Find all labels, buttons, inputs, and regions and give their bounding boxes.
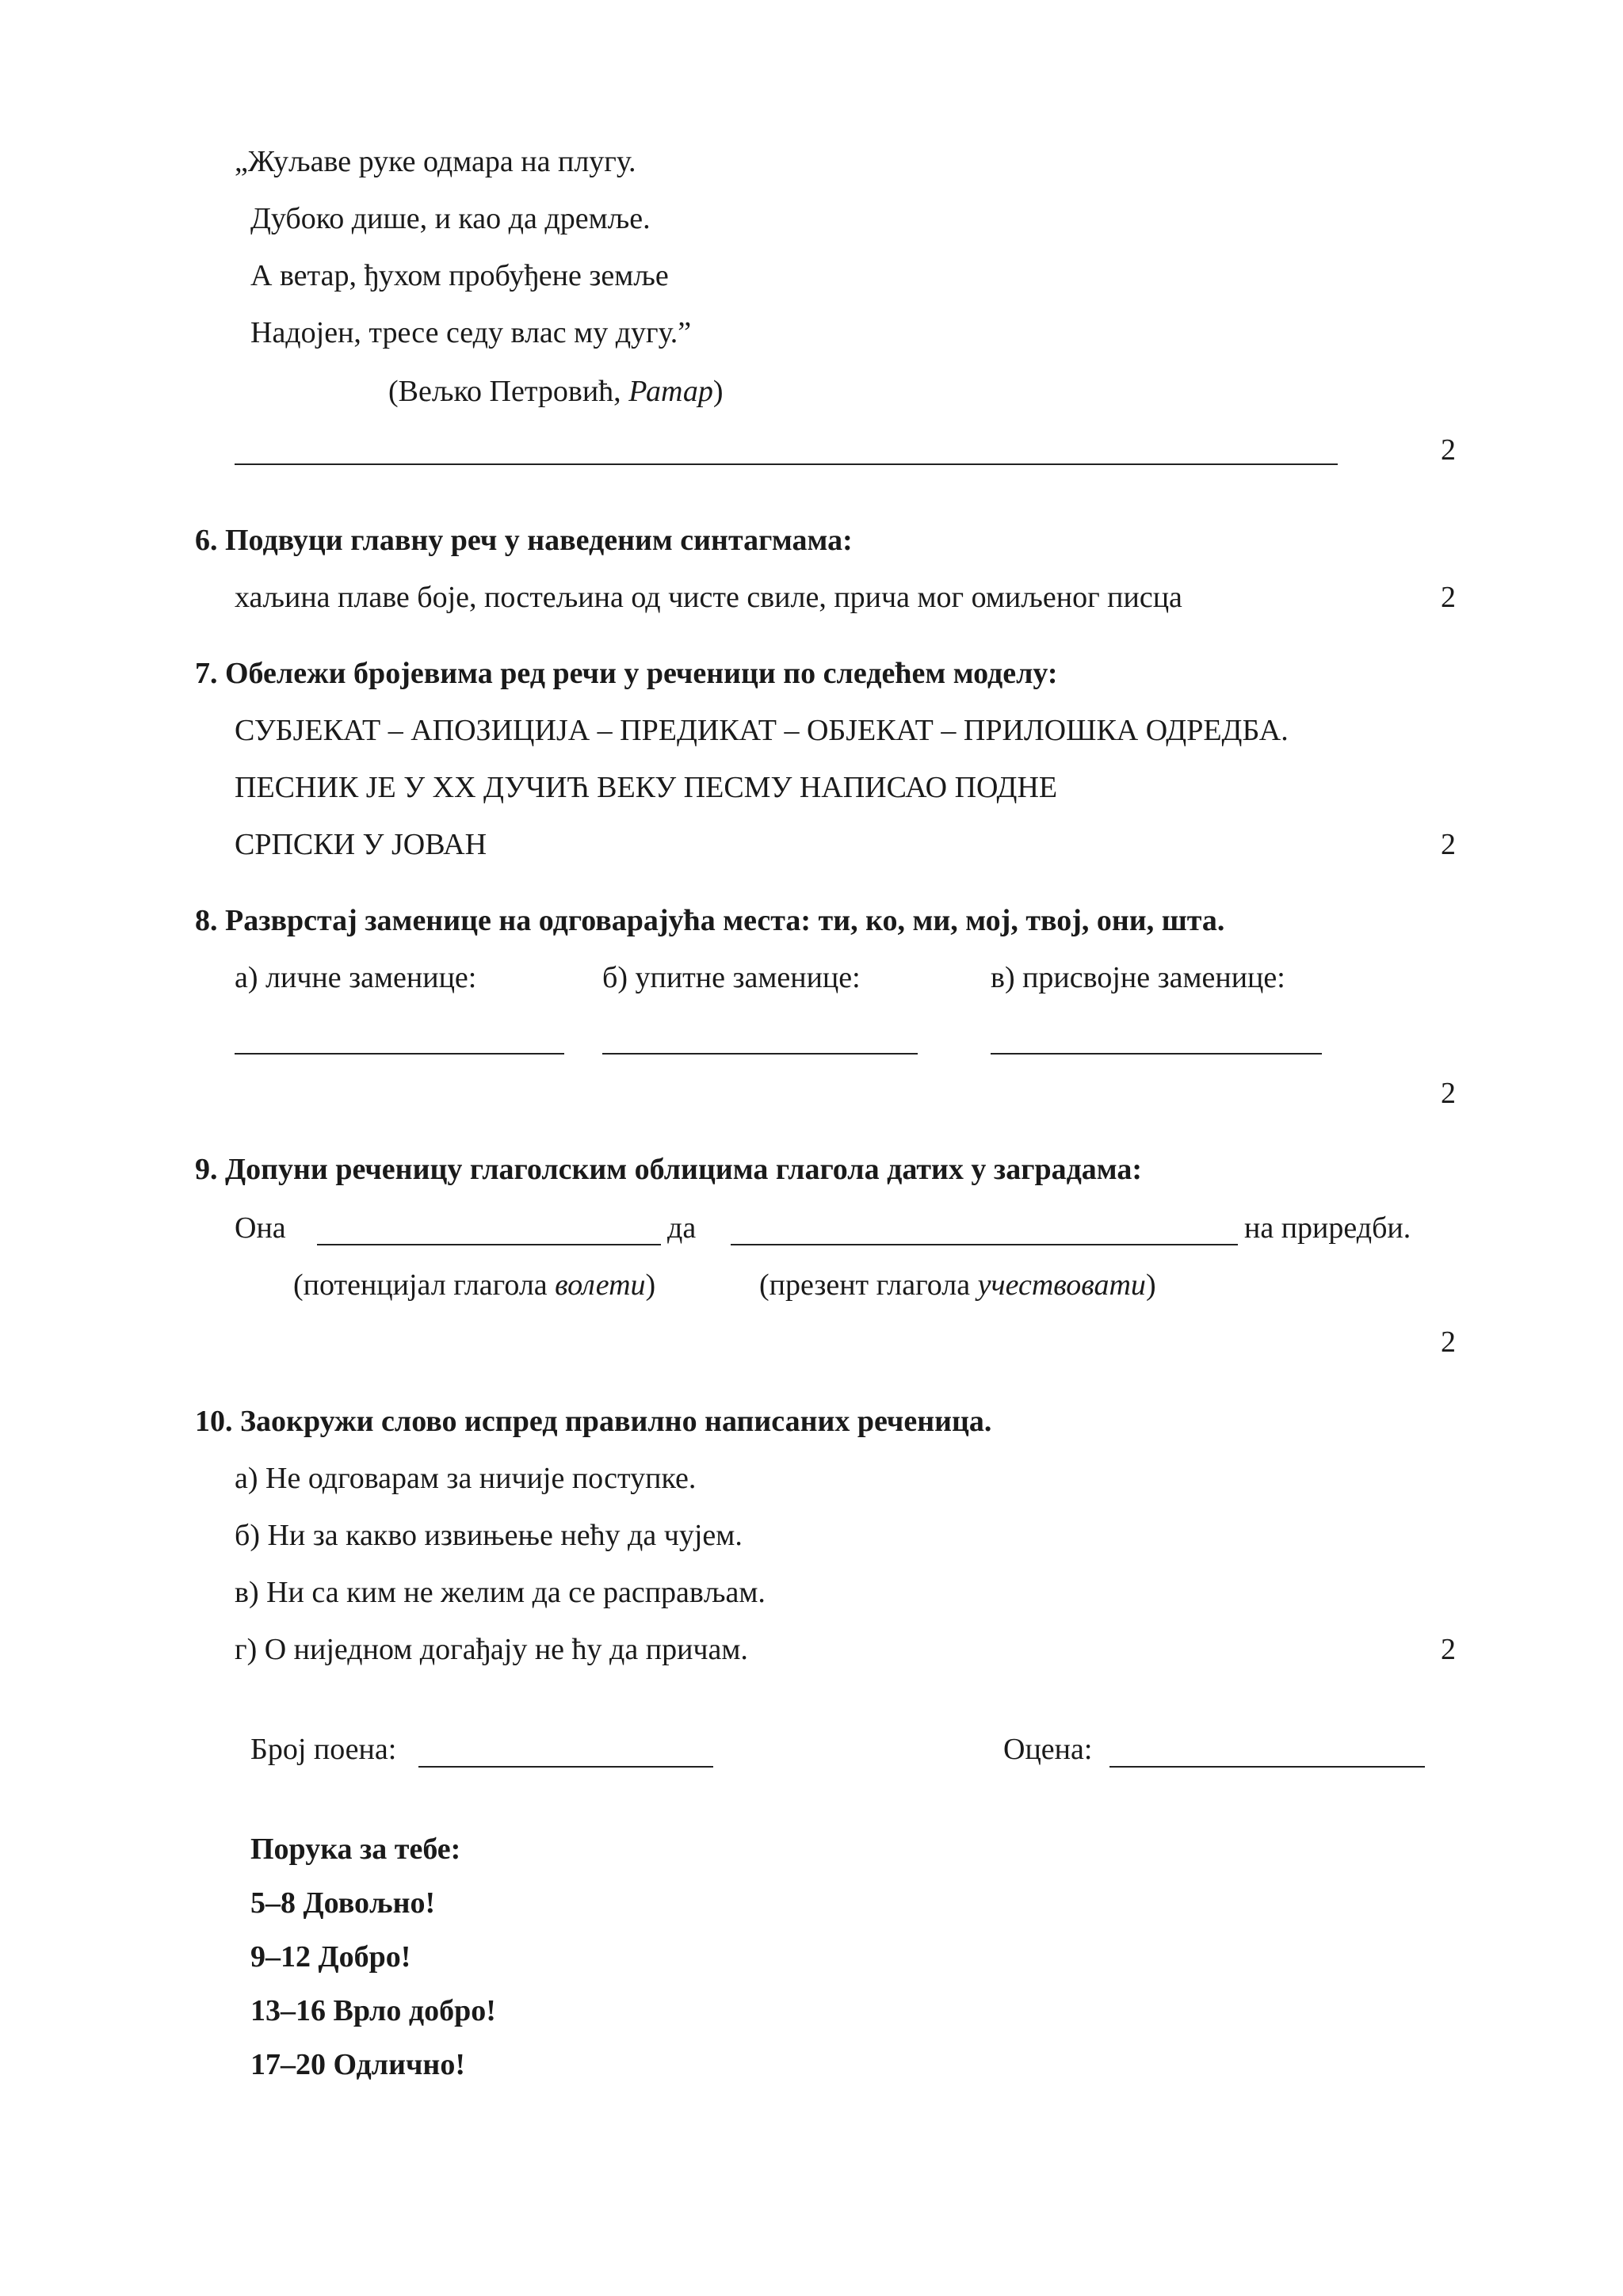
answer-line[interactable] <box>235 463 1338 465</box>
message-title: Порука за тебе: <box>250 1833 461 1866</box>
poem-line: „Жуљаве руке одмара на плугу. <box>235 145 636 178</box>
question-10-heading: 10. Заокружи слово испред правилно написаних реченица. <box>195 1405 992 1438</box>
question-6-heading: 6. Подвуци главну реч у наведеним синтагмама: <box>195 524 853 557</box>
poem-title: Ратар <box>628 375 713 408</box>
question-6-phrases: хаљина плаве боје, постељина од чисте свиле, прича мог омиљеног писца <box>235 581 1182 614</box>
grade-scale-item: 5–8 Довољно! <box>250 1886 436 1920</box>
grade-scale-item: 9–12 Добро! <box>250 1940 411 1974</box>
personal-pronouns-label: а) личне заменице: <box>235 961 477 994</box>
question-8-heading: 8. Разврстај заменице на одговарајућа места: ти, ко, ми, мој, твој, они, шта. <box>195 904 1225 937</box>
question-7-heading: 7. Обележи бројевима ред речи у реченици по следећем моделу: <box>195 657 1058 690</box>
points-value: 2 <box>1441 433 1456 467</box>
personal-pronouns-answer-line[interactable] <box>235 1053 564 1055</box>
interrogative-pronouns-answer-line[interactable] <box>602 1053 918 1055</box>
present-answer-line[interactable] <box>731 1244 1238 1245</box>
points-total-label: Број поена: <box>250 1733 397 1766</box>
points-value: 2 <box>1441 1633 1456 1666</box>
sentence-word: на приредби. <box>1244 1211 1411 1245</box>
poem-line: Надојен, тресе седу влас му дугу.” <box>250 316 692 349</box>
question-9-heading: 9. Допуни реченицу глаголским облицима глагола датих у заградама: <box>195 1153 1143 1186</box>
answer-option[interactable]: б) Ни за какво извињење нећу да чујем. <box>235 1519 743 1552</box>
verb-infinitive: волети <box>555 1268 646 1302</box>
possessive-pronouns-label: в) присвојне заменице: <box>991 961 1285 994</box>
sentence-word: да <box>667 1211 697 1245</box>
grade-scale-item: 17–20 Одлично! <box>250 2048 465 2081</box>
question-7-words: СРПСКИ У ЈОВАН <box>235 828 487 861</box>
poem-line: А ветар, ђухом пробуђене земље <box>250 259 669 292</box>
points-total-field[interactable] <box>418 1766 713 1768</box>
poem-attribution: (Вељко Петровић, Ратар) <box>388 375 724 408</box>
answer-option[interactable]: г) О ниједном догађају не ћу да причам. <box>235 1633 748 1666</box>
points-value: 2 <box>1441 1325 1456 1359</box>
sentence-word: Она <box>235 1211 286 1245</box>
points-value: 2 <box>1441 581 1456 614</box>
question-7-words: ПЕСНИК ЈЕ У XX ДУЧИЋ ВЕКУ ПЕСМУ НАПИСАО ПОДНЕ <box>235 771 1058 804</box>
points-value: 2 <box>1441 1077 1456 1110</box>
verb-hint: (презент глагола учествовати) <box>759 1268 1156 1302</box>
grade-label: Оцена: <box>1003 1733 1093 1766</box>
interrogative-pronouns-label: б) упитне заменице: <box>602 961 861 994</box>
verb-hint: (потенцијал глагола волети) <box>293 1268 656 1302</box>
answer-option[interactable]: в) Ни са ким не желим да се расправљам. <box>235 1576 766 1609</box>
poem-line: Дубоко дише, и као да дремље. <box>250 202 651 235</box>
points-value: 2 <box>1441 828 1456 861</box>
grade-field[interactable] <box>1109 1766 1425 1768</box>
verb-infinitive: учествовати <box>977 1268 1146 1302</box>
answer-option[interactable]: а) Не одговарам за ничије поступке. <box>235 1462 697 1495</box>
question-7-model: СУБЈЕКАТ – АПОЗИЦИЈА – ПРЕДИКАТ – ОБЈЕКАТ – ПРИЛОШКА ОДРЕДБА. <box>235 714 1289 747</box>
possessive-pronouns-answer-line[interactable] <box>991 1053 1322 1055</box>
grade-scale-item: 13–16 Врло добро! <box>250 1994 496 2027</box>
potential-answer-line[interactable] <box>317 1244 661 1245</box>
